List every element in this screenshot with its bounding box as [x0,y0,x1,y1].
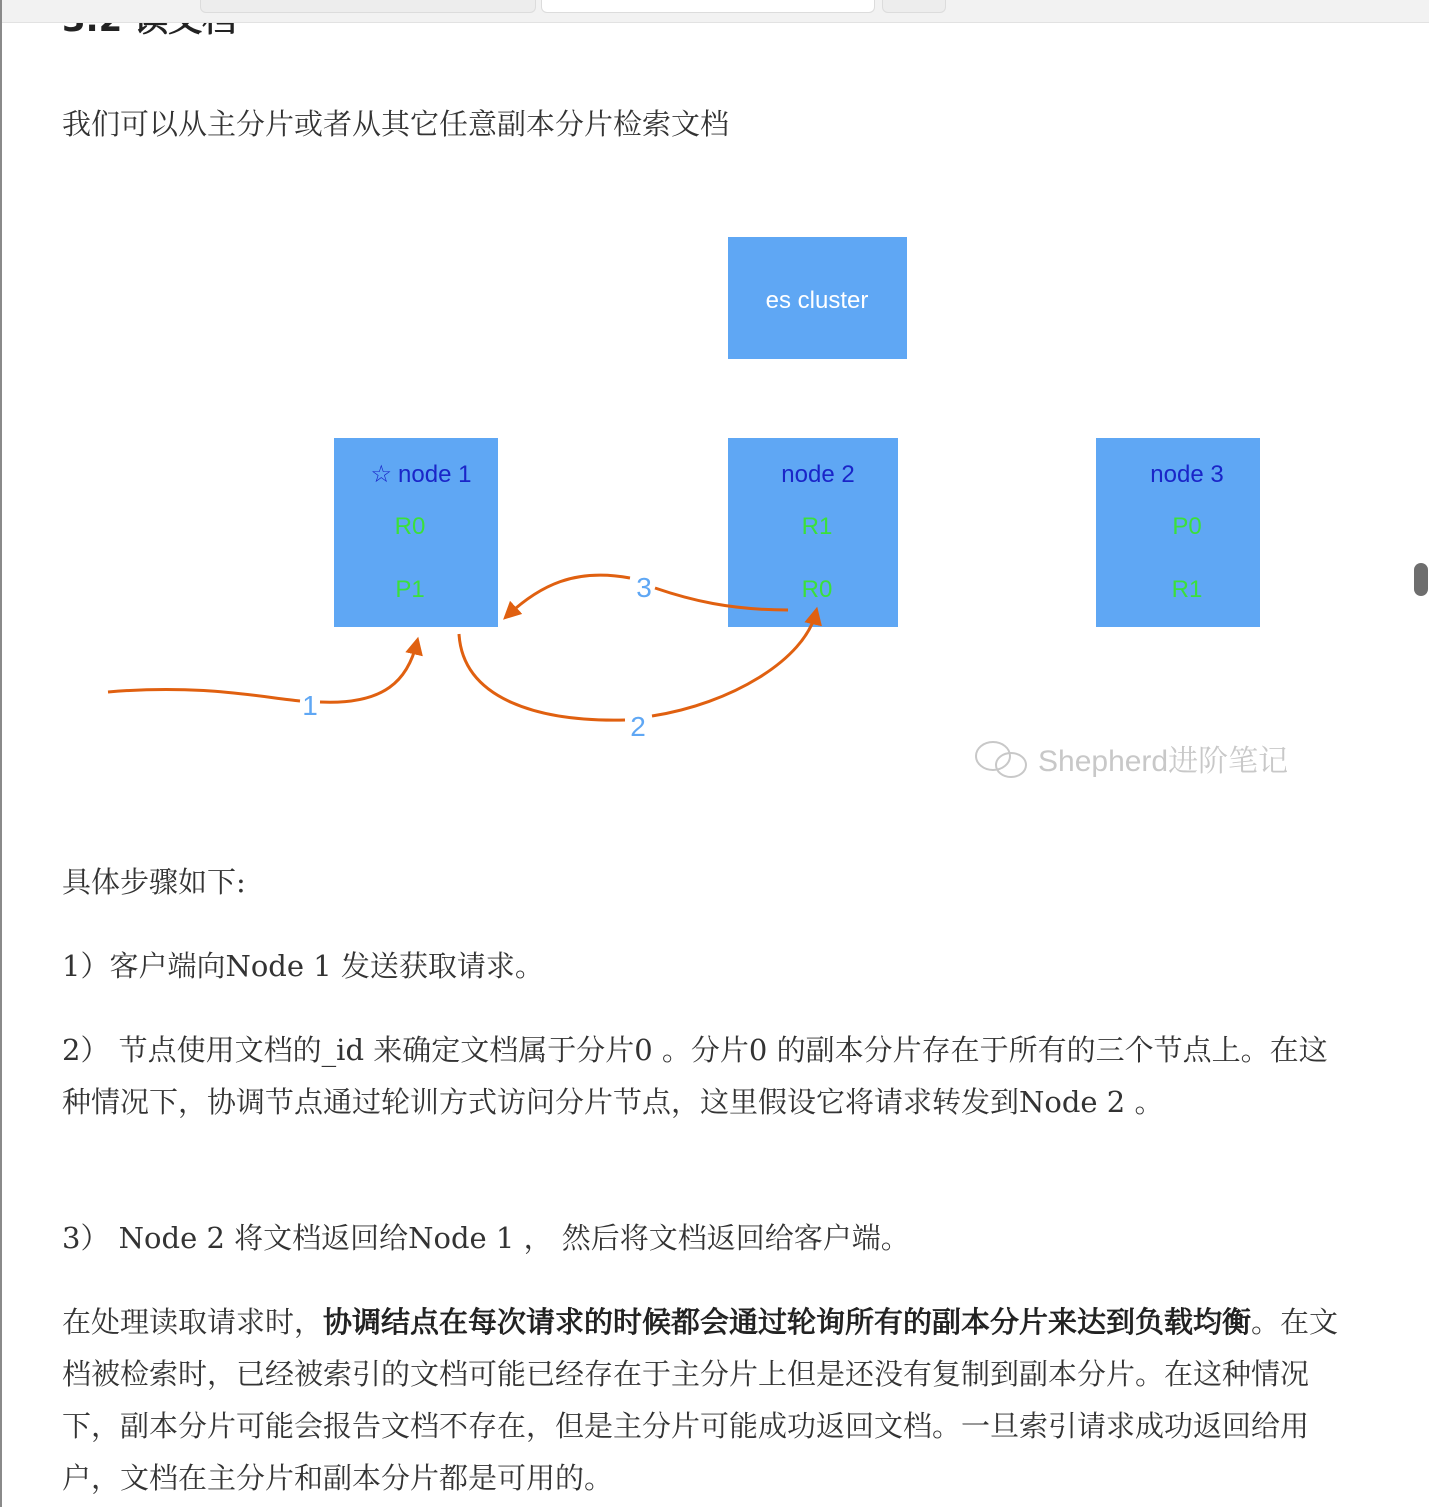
step-1-text: 1）客户端向Node 1 发送获取请求。 [62,949,544,983]
step-2-text: 2） 节点使用文档的_id 来确定文档属于分片0 。分片0 的副本分片存在于所有的三个节点上。在这种情况下，协调节点通过轮训方式访问分片节点，这里假设它将请求转发到Node 2 。 [62,1033,1328,1119]
cluster-label: es cluster [765,287,869,314]
node-3-shard-top: P0 [1172,513,1202,540]
node-3-box [1096,438,1260,627]
step-1-arrow [108,642,417,721]
node-3-shard-bottom: R1 [1171,576,1203,603]
node-1-shard-top: R0 [394,513,426,540]
summary-paragraph [62,1296,1347,1504]
browser-tab[interactable] [200,0,536,13]
browser-tab-active[interactable] [541,0,875,13]
steps-intro: 具体步骤如下: [62,865,246,899]
summary-intro: 在处理读取请求时， [62,1305,324,1339]
step-3-label: 3 [636,572,652,603]
scrollbar-thumb[interactable] [1414,563,1428,596]
browser-tab-bar [0,0,1429,23]
step-3-text: 3） Node 2 将文档返回给Node 1 ， 然后将文档返回给客户端。 [62,1221,910,1255]
step-2-arrow [459,612,816,742]
watermark-text: Shepherd进阶笔记 [1038,745,1289,778]
watermark [976,742,1288,778]
node-2-shard-bottom: R0 [801,576,833,603]
node-3-label: node 3 [1150,461,1224,488]
node-1-box [334,438,498,627]
node-2-box [728,438,898,627]
new-tab-button[interactable] [882,0,946,13]
node-1-label: ☆ node 1 [370,461,472,488]
node-1-shard-bottom: P1 [395,576,425,603]
summary-emphasis: 协调结点在每次请求的时候都会通过轮询所有的副本分片来达到负载均衡 [323,1305,1252,1339]
node-2-label: node 2 [781,461,855,488]
summary-rest: 。在文档被检索时，已经被索引的文档可能已经存在于主分片上但是还没有复制到副本分片。在这种情况下，副本分片可能会报告文档不存在，但是主分片可能成功返回文档。一旦索引请求成功返回给用户，文档在主分片和副本分片都是可用的。 [62,1305,1339,1495]
read-flow-diagram [0,180,1429,820]
cluster-box [728,237,907,359]
step-1-label: 1 [302,690,318,721]
node-2-shard-top: R1 [801,513,833,540]
primary-node-star-icon: ☆ [370,461,393,488]
wechat-logo-icon [976,742,1026,777]
intro-paragraph: 我们可以从主分片或者从其它任意副本分片检索文档 [62,107,730,141]
window-left-border [0,0,2,1507]
step-2-label: 2 [630,711,646,742]
